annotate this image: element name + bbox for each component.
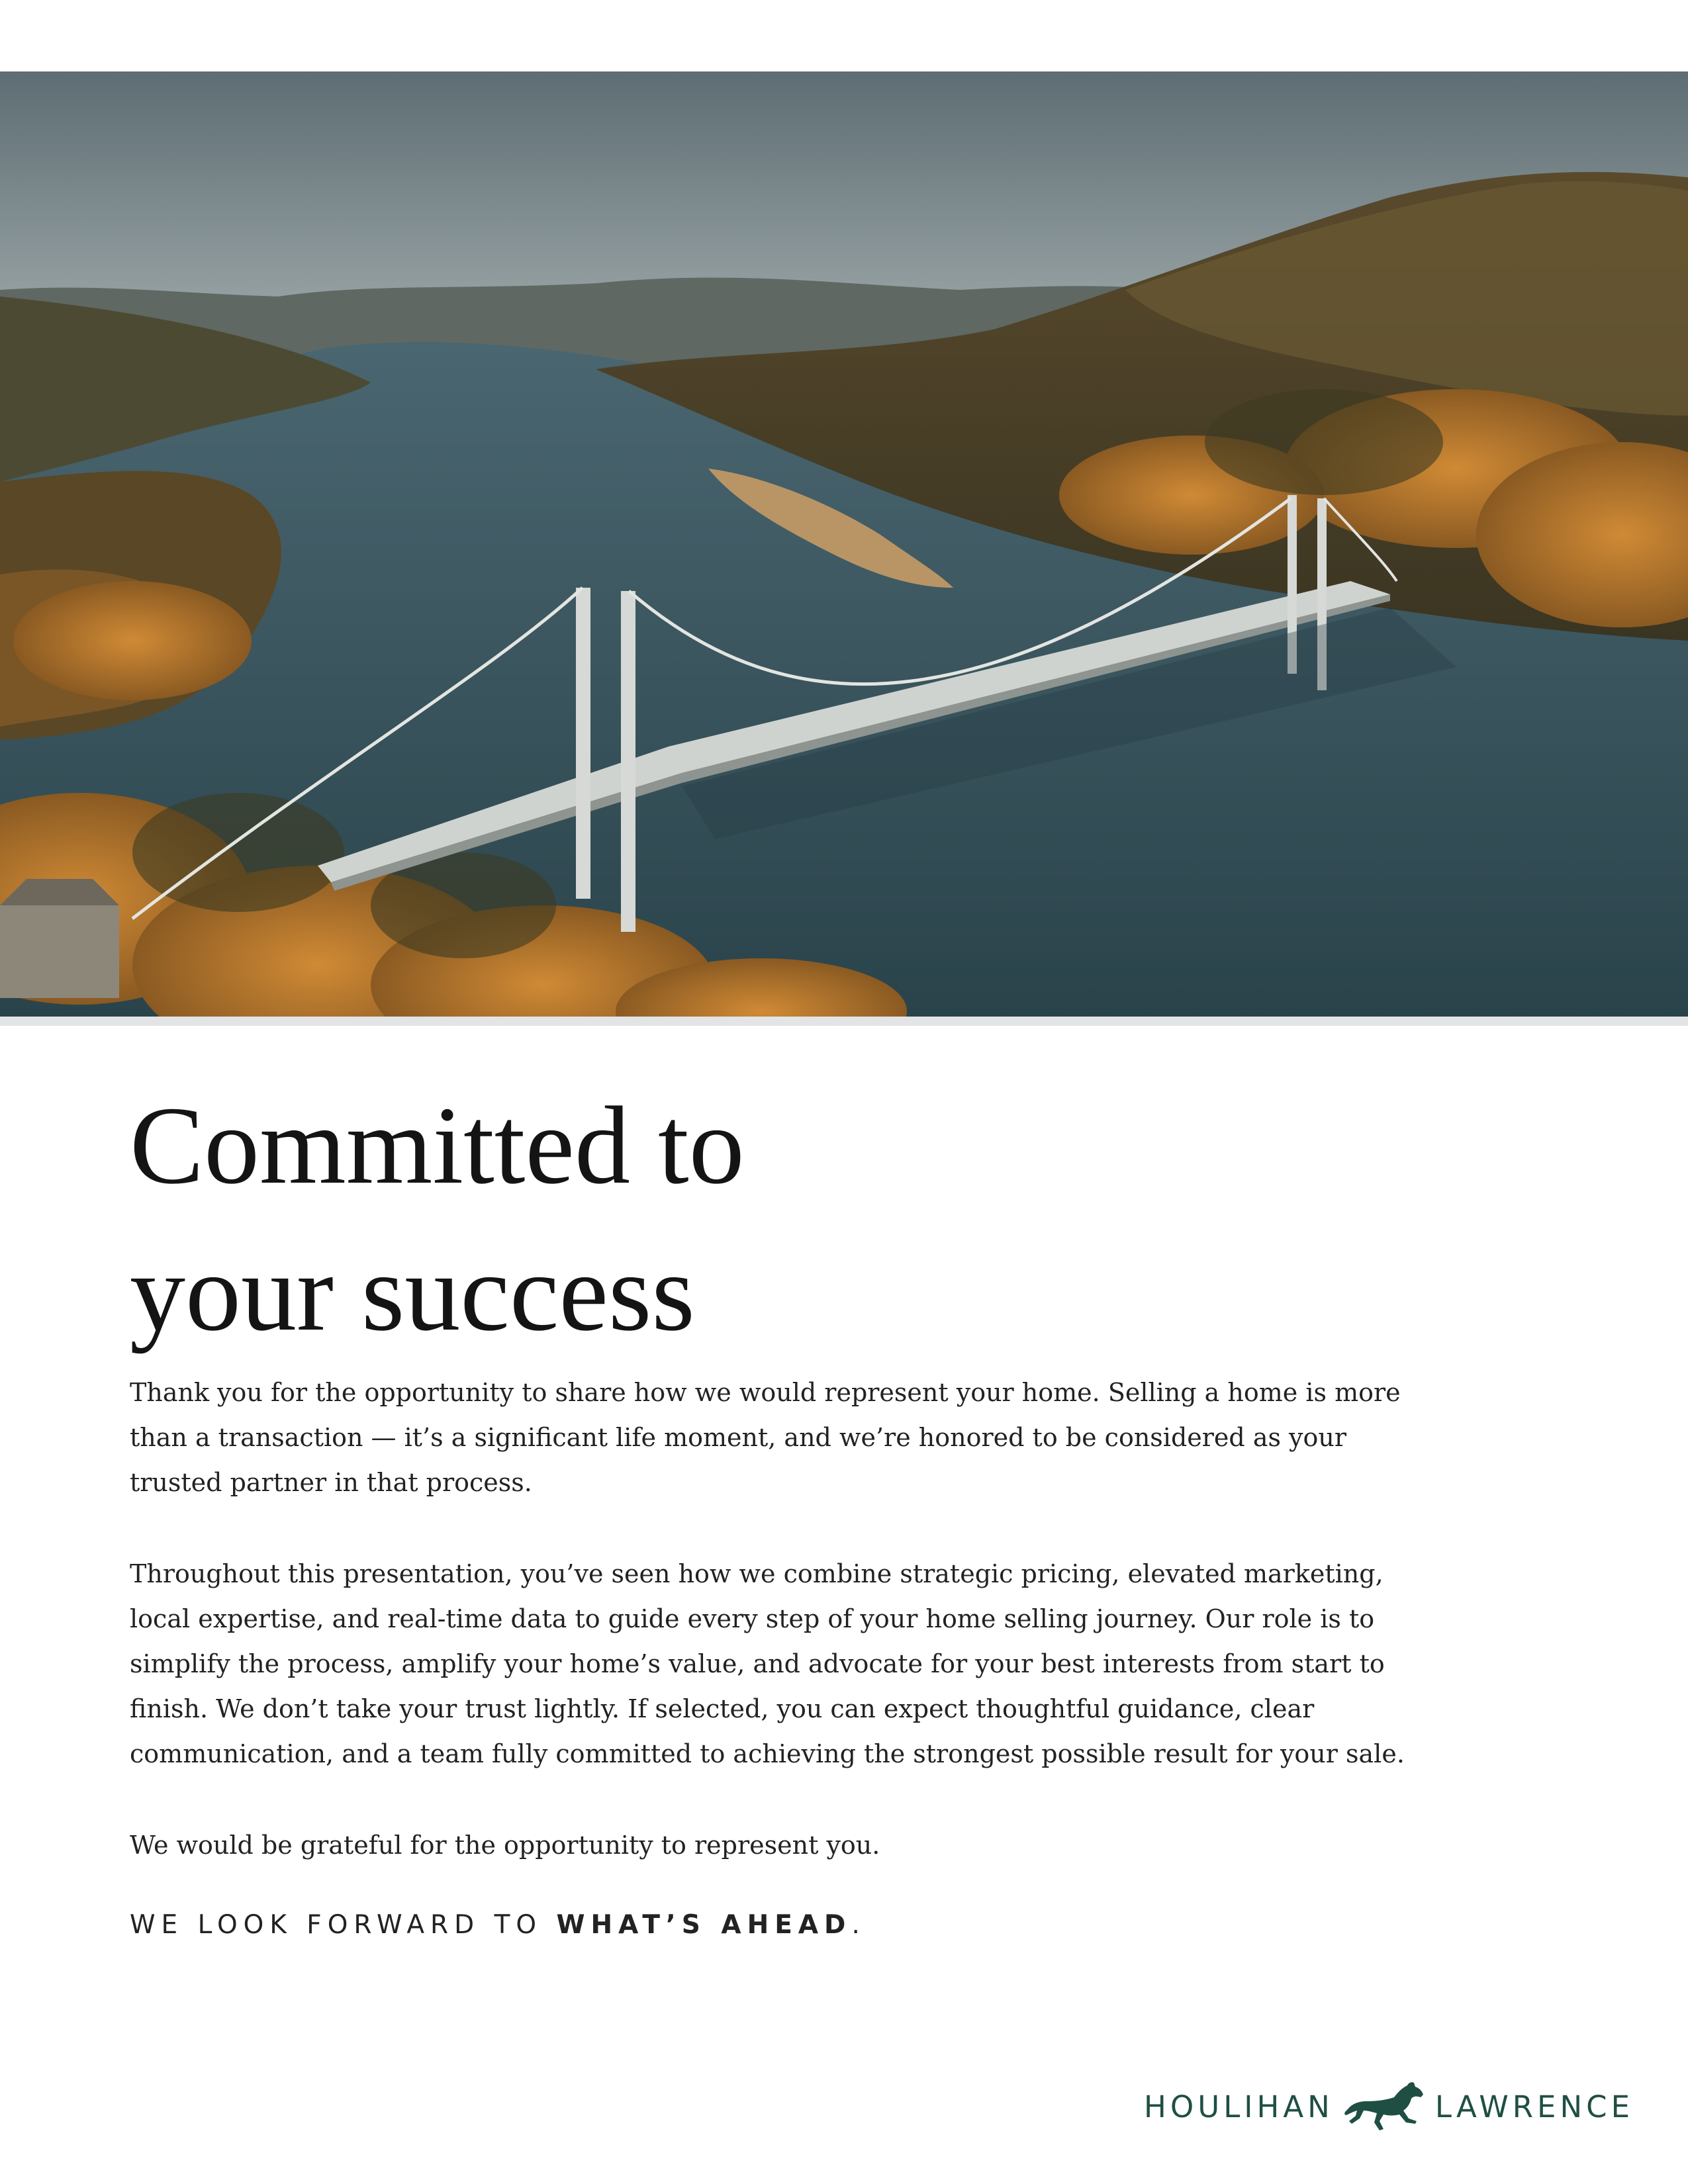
bridge-landscape-illustration (0, 71, 1688, 1017)
brand-logo (1144, 2078, 1634, 2135)
logo-text-left: HOULIHAN (1144, 2089, 1334, 2124)
page-title-line1: Committed to (130, 1084, 745, 1207)
hero-divider (0, 1017, 1688, 1026)
horse-icon (1342, 2080, 1426, 2133)
logo-text-right: LAWRENCE (1434, 2089, 1634, 2124)
paragraph-closing: We would be grateful for the opportunity to represent you. (130, 1831, 880, 1860)
tagline (130, 1910, 866, 1940)
hero-photo (0, 71, 1688, 1017)
paragraph-intro: Thank you for the opportunity to share how we would represent your home. Selling a home is more than a transaction — it’s a significant life moment, and we’re honored to be considered as your trusted partner in that process. (130, 1378, 1401, 1497)
body-copy (130, 1370, 1427, 1897)
tagline-bold: WHAT’S AHEAD (556, 1910, 852, 1940)
tagline-regular: WE LOOK FORWARD TO (130, 1910, 557, 1940)
paragraph-process: Throughout this presentation, you’ve seen how we combine strategic pricing, elevated marketing, local expertise, and real-time data to guide every step of your home selling journey. Our role is to simplify the process, amplify your home’s value, and advocate for your best interests from start to finish. We don’t take your trust lightly. If selected, you can expect thoughtful guidance, clear communication, and a team fully committed to achieving the strongest possible result for your sale. (130, 1559, 1405, 1768)
tagline-end: . (851, 1910, 866, 1940)
page-title (130, 1072, 1189, 1366)
page-title-line2: your success (130, 1231, 695, 1354)
